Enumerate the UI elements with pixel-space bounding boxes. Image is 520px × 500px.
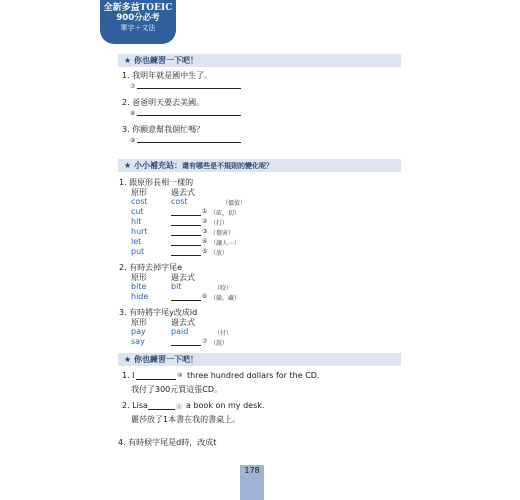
- verb-past: paid: [171, 327, 189, 336]
- verb-meaning: （砍，切）: [210, 210, 241, 217]
- rule-item-4: 4. 有時候字尾是d時，改成t: [118, 438, 217, 447]
- answer-marker-10: ⑩: [177, 372, 183, 379]
- exercise-sentence-1-start: 1. I: [122, 371, 135, 380]
- verb-base: bite: [131, 282, 147, 291]
- verb-base: cut: [131, 207, 144, 216]
- verb-base: hit: [131, 217, 142, 226]
- exercise-sentence-1-end: three hundred dollars for the CD.: [187, 371, 320, 380]
- verb-meaning: （說）: [210, 340, 229, 347]
- past-tense-blank[interactable]: [171, 225, 201, 226]
- answer-marker: ④: [202, 238, 208, 245]
- badge-topic: 單字＋文法: [120, 24, 156, 33]
- answer-marker: ③: [202, 228, 208, 235]
- section3-title: ★ 你也練習一下吧！: [124, 355, 198, 364]
- answer-marker: ⑥: [202, 293, 208, 300]
- verb-past: bit: [171, 282, 182, 291]
- group3-col-past: 過去式: [171, 318, 195, 327]
- answer-line-11[interactable]: [148, 409, 175, 410]
- verb-base: put: [131, 247, 145, 256]
- exercise-question-1: 1. 我明年就是國中生了。: [122, 71, 213, 80]
- badge-title-zh: 全新多益: [103, 3, 140, 13]
- answer-marker-11: ⑪: [176, 404, 183, 411]
- verb-meaning: （放）: [210, 250, 229, 257]
- verb-base: hide: [131, 292, 149, 301]
- answer-marker-2: ⑧: [130, 110, 136, 117]
- answer-line-2[interactable]: [137, 115, 241, 116]
- past-tense-blank[interactable]: [171, 345, 201, 346]
- verb-meaning: （付）: [214, 330, 233, 337]
- section3-header: [118, 353, 401, 366]
- group1-col-past: 過去式: [171, 188, 195, 197]
- exercise-translation-2: 麗莎放了1本書在我的書桌上。: [131, 415, 241, 424]
- group3-title: 3. 有時將字尾y改成id: [119, 308, 198, 317]
- verb-meaning: （讓人⋯）: [210, 240, 241, 247]
- past-tense-blank[interactable]: [171, 215, 201, 216]
- answer-marker: ①: [202, 208, 208, 215]
- verb-base: say: [131, 337, 145, 346]
- group2-col-base: 原形: [131, 273, 147, 282]
- verb-base: let: [131, 237, 142, 246]
- section2-header: [118, 159, 401, 172]
- verb-base: cost: [131, 197, 148, 206]
- book-series-badge: [100, 0, 176, 44]
- answer-marker: ②: [202, 218, 208, 225]
- group1-title: 1. 跟原形長相一樣的: [119, 178, 194, 187]
- answer-marker: ⑤: [202, 248, 208, 255]
- verb-meaning: （咬）: [214, 285, 233, 292]
- past-tense-blank[interactable]: [171, 235, 201, 236]
- section1-title: ★ 你也練習一下吧！: [124, 56, 198, 65]
- answer-marker: ⑦: [202, 338, 208, 345]
- exercise-sentence-2-start: 2. Lisa: [122, 401, 148, 410]
- verb-meaning: （打）: [210, 220, 229, 227]
- verb-past: cost: [171, 197, 188, 206]
- group2-title: 2. 有時去掉字尾e: [119, 263, 183, 272]
- section1-header: [118, 54, 401, 67]
- exercise-translation-1: 我付了300元買這張CD。: [131, 385, 223, 394]
- past-tense-blank[interactable]: [171, 300, 201, 301]
- answer-line-10[interactable]: [136, 379, 176, 380]
- past-tense-blank[interactable]: [171, 245, 201, 246]
- badge-title-en: TOEIC: [139, 3, 173, 13]
- section2-subtitle: 還有哪些是不規則的變化呢？: [181, 162, 273, 170]
- answer-marker-1: ⑦: [130, 83, 136, 90]
- verb-base: pay: [131, 327, 146, 336]
- badge-subtitle: 900分必考: [116, 13, 160, 24]
- exercise-question-3: 3. 你願意幫我個忙嗎？: [122, 125, 205, 134]
- group1-col-base: 原形: [131, 188, 147, 197]
- verb-meaning: （價值）: [222, 200, 247, 207]
- group3-col-base: 原形: [131, 318, 147, 327]
- answer-line-1[interactable]: [137, 88, 241, 89]
- section2-title: ★ 小小補充站：: [124, 161, 182, 170]
- exercise-sentence-2-end: a book on my desk.: [186, 401, 265, 410]
- past-tense-blank[interactable]: [171, 255, 201, 256]
- verb-meaning: （躲，藏）: [210, 295, 241, 302]
- verb-meaning: （傷害）: [210, 230, 235, 237]
- page-number: 178: [240, 465, 264, 500]
- exercise-question-2: 2. 爸爸明天要去美國。: [122, 98, 205, 107]
- answer-marker-3: ⑨: [130, 137, 136, 144]
- group2-col-past: 過去式: [171, 273, 195, 282]
- verb-base: hurt: [131, 227, 148, 236]
- answer-line-3[interactable]: [137, 142, 241, 143]
